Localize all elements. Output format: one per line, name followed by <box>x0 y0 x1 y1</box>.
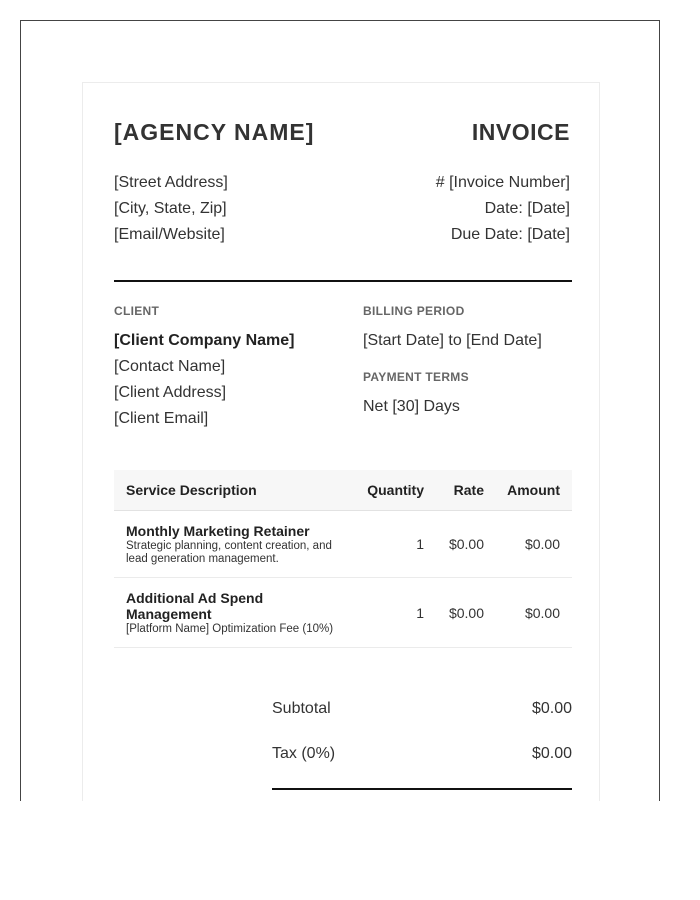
subtotal-value: $0.00 <box>531 700 572 717</box>
service-rate: $0.00 <box>448 536 484 552</box>
invoice-title: INVOICE <box>471 119 570 145</box>
service-title: Monthly Marketing Retainer <box>126 522 310 539</box>
client-section <box>114 304 294 432</box>
tax-row <box>272 740 572 785</box>
street-address: [Street Address] <box>114 174 228 191</box>
table-header <box>114 470 572 511</box>
agency-address <box>114 170 228 248</box>
billing-section <box>363 304 542 420</box>
invoice-meta <box>436 170 570 248</box>
service-quantity: 1 <box>416 604 424 621</box>
page-frame <box>20 20 660 801</box>
invoice-sheet <box>82 82 600 801</box>
service-quantity: 1 <box>416 536 424 552</box>
header-amount: Amount <box>507 482 560 498</box>
table-row <box>114 578 572 648</box>
subtotal-row <box>272 695 572 740</box>
subtotal-label: Subtotal <box>272 700 331 717</box>
tax-label: Tax (0%) <box>272 745 336 762</box>
header-quantity: Quantity <box>367 482 424 498</box>
table-row <box>114 511 572 578</box>
payment-terms-value: Net [30] Days <box>363 398 460 415</box>
header-description: Service Description <box>126 482 257 498</box>
service-amount: $0.00 <box>524 604 560 621</box>
header-rate: Rate <box>453 482 484 498</box>
payment-terms-label: PAYMENT TERMS <box>363 370 469 384</box>
client-label: CLIENT <box>114 304 160 318</box>
billing-period-label: BILLING PERIOD <box>363 304 465 318</box>
email-website: [Email/Website] <box>114 226 225 243</box>
tax-value: $0.00 <box>531 745 572 762</box>
due-date: Due Date: [Date] <box>450 226 570 243</box>
totals-section <box>272 695 572 785</box>
invoice-date: Date: [Date] <box>484 200 570 217</box>
invoice-number: # [Invoice Number] <box>435 174 570 191</box>
totals-divider <box>272 788 572 790</box>
client-address: [Client Address] <box>114 384 227 401</box>
header-divider <box>114 280 572 282</box>
city-state-zip: [City, State, Zip] <box>114 200 227 217</box>
agency-name: [AGENCY NAME] <box>114 119 315 145</box>
service-subtitle: Strategic planning, content creation, and lead generation management. <box>126 539 332 565</box>
service-subtitle: [Platform Name] Optimization Fee (10%) <box>126 622 334 635</box>
service-amount: $0.00 <box>524 536 560 552</box>
client-contact: [Contact Name] <box>114 358 226 375</box>
client-email: [Client Email] <box>114 410 209 427</box>
services-table <box>114 470 572 648</box>
client-company: [Client Company Name] <box>114 332 295 349</box>
service-title: Additional Ad Spend Management <box>126 589 264 622</box>
service-rate: $0.00 <box>448 604 484 621</box>
billing-period-value: [Start Date] to [End Date] <box>363 332 542 349</box>
